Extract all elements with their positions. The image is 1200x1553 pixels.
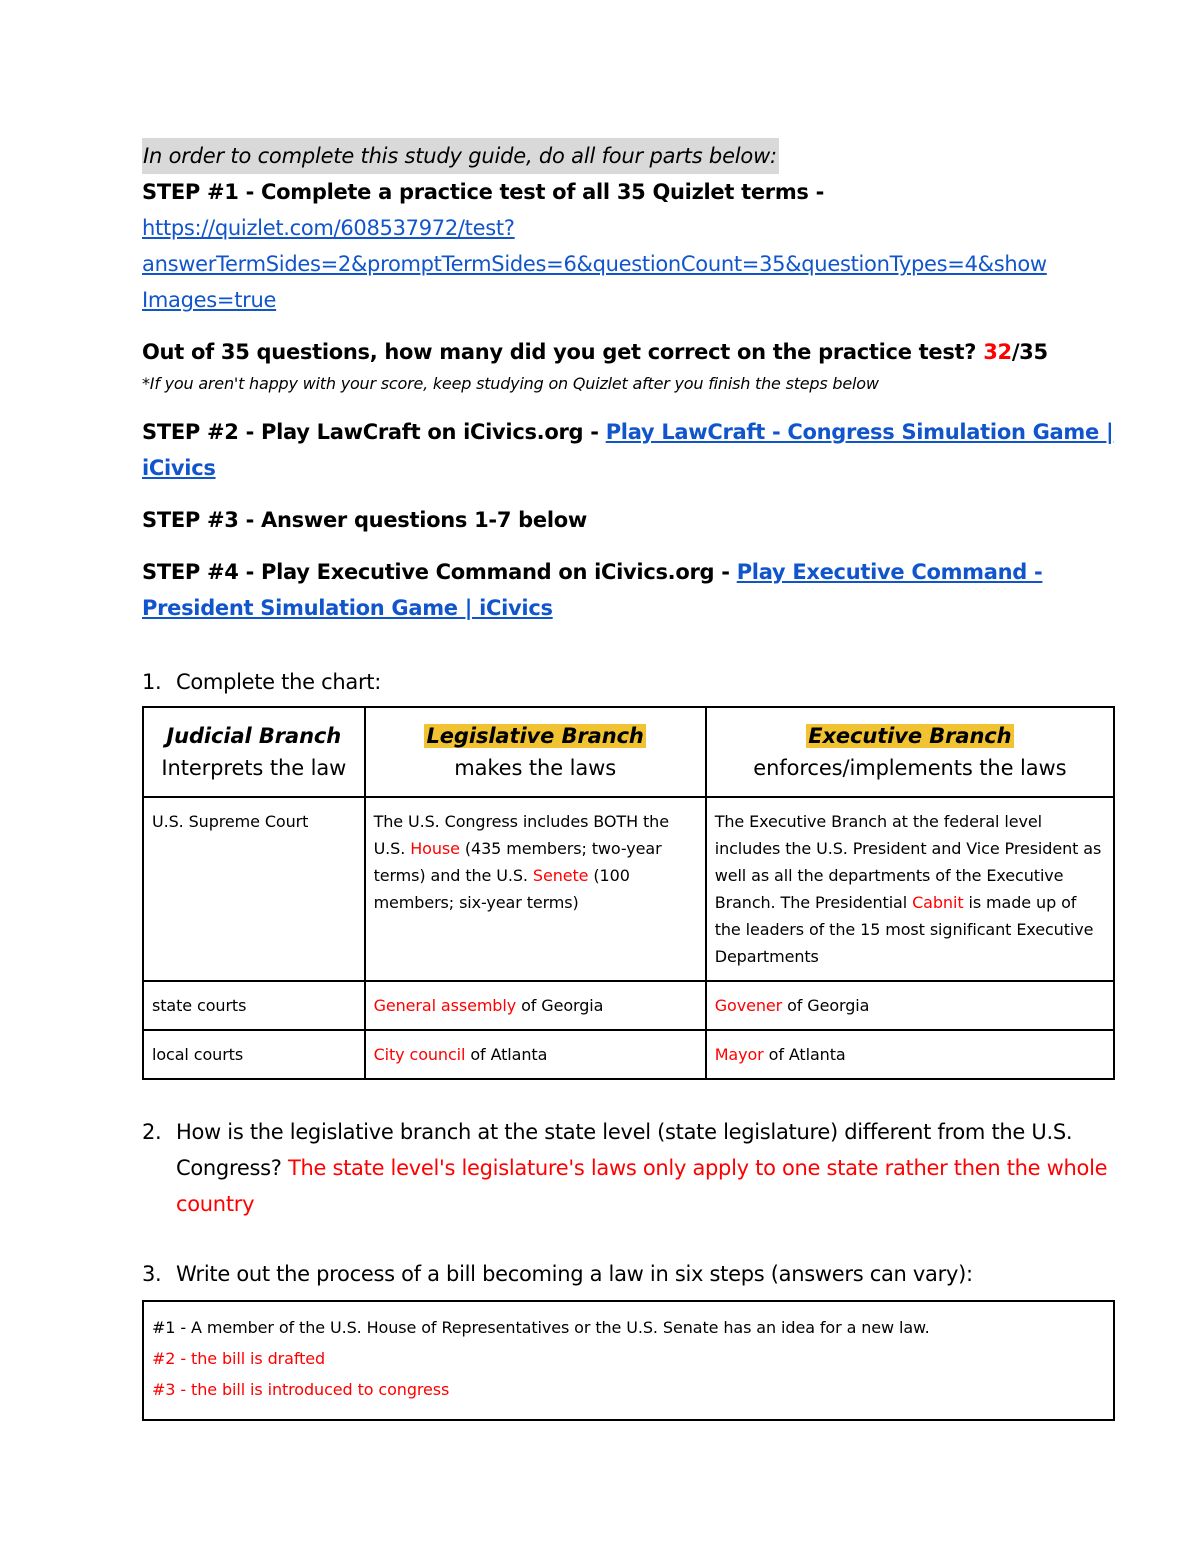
step3-label: STEP #3 - Answer questions 1-7 below (142, 508, 587, 532)
state-executive-cell[interactable]: Govener of Georgia (706, 981, 1114, 1030)
bill-steps-box[interactable] (142, 1300, 1115, 1421)
house-answer: House (410, 839, 460, 858)
federal-judicial-cell: U.S. Supreme Court (143, 797, 365, 981)
cabinet-answer: Cabnit (912, 893, 964, 912)
bill-step-2: #2 - the bill is drafted (152, 1349, 326, 1368)
local-executive-cell[interactable]: Mayor of Atlanta (706, 1030, 1114, 1079)
bill-step-3: #3 - the bill is introduced to congress (152, 1380, 450, 1399)
federal-legislative-cell[interactable]: The U.S. Congress includes BOTH the U.S. House (435 members; two-year terms) and the U.S. Senete (100 members; six-year terms) (365, 797, 706, 981)
step2-label: STEP #2 - Play LawCraft on iCivics.org - Play LawCraft - Congress Simulation Game | iCivics (142, 420, 1114, 480)
step4-label: STEP #4 - Play Executive Command on iCivics.org - Play Executive Command - President Simulation Game | iCivics (142, 560, 1043, 620)
score-question: Out of 35 questions, how many did you get correct on the practice test? 32/35 (142, 340, 1048, 364)
score-total: /35 (1011, 340, 1048, 364)
quizlet-link-line-3[interactable]: Images=true (142, 288, 277, 312)
intro-text: In order to complete this study guide, do all four parts below: (142, 138, 779, 174)
local-legislative-answer: City council (373, 1045, 466, 1064)
chart-header-row (143, 707, 1114, 797)
lawcraft-link[interactable]: Play LawCraft - Congress Simulation Game | (605, 420, 1114, 444)
lawcraft-link-line-2[interactable]: iCivics (142, 456, 216, 480)
executive-header: Executive Branch enforces/implements the laws (706, 707, 1114, 797)
study-guide-page (142, 138, 1117, 1421)
quizlet-link[interactable] (142, 210, 1117, 318)
local-judicial-cell: local courts (143, 1030, 365, 1079)
branches-chart (142, 706, 1115, 1080)
state-judicial-cell: state courts (143, 981, 365, 1030)
step1-label: STEP #1 - Complete a practice test of all 35 Quizlet terms - (142, 180, 825, 204)
quizlet-link-line-1[interactable]: https://quizlet.com/608537972/test? (142, 216, 515, 240)
executive-command-link[interactable]: Play Executive Command - (736, 560, 1043, 584)
score-correct: 32 (983, 340, 1012, 364)
table-row (143, 981, 1114, 1030)
question-3: 3. Write out the process of a bill becoming a law in six steps (answers can vary): (142, 1256, 1117, 1292)
question-2-answer[interactable]: The state level's legislature's laws only apply to one state rather then the whole country (176, 1156, 1108, 1216)
senate-answer: Senete (532, 866, 589, 885)
state-executive-answer: Govener (714, 996, 783, 1015)
state-legislative-cell[interactable]: General assembly of Georgia (365, 981, 706, 1030)
executive-command-link-line-2[interactable]: President Simulation Game | iCivics (142, 596, 553, 620)
federal-executive-cell[interactable]: The Executive Branch at the federal level includes the U.S. President and Vice President as well as all the departments of the Executive Branch. The Presidential Cabnit is made up of the leaders of the 15 most significant Executive Departments (706, 797, 1114, 981)
table-row (143, 1030, 1114, 1079)
legislative-header: Legislative Branch makes the laws (365, 707, 706, 797)
bill-step-1: #1 - A member of the U.S. House of Representatives or the U.S. Senate has an idea for a new law. (152, 1318, 930, 1337)
quizlet-link-line-2[interactable]: answerTermSides=2&promptTermSides=6&questionCount=35&questionTypes=4&show (142, 252, 1047, 276)
question-1: 1. Complete the chart: (142, 670, 381, 694)
question-3-text: Write out the process of a bill becoming a law in six steps (answers can vary): (176, 1262, 973, 1286)
state-legislative-answer: General assembly (373, 996, 517, 1015)
score-note: *If you aren't happy with your score, keep studying on Quizlet after you finish the steps below (142, 374, 879, 393)
question-2-text: How is the legislative branch at the state level (state legislature) different from the U.S. Congress? (176, 1120, 1073, 1180)
local-executive-answer: Mayor (714, 1045, 764, 1064)
judicial-header: Judicial Branch Interprets the law (143, 707, 365, 797)
table-row (143, 797, 1114, 981)
question-2: 2. How is the legislative branch at the state level (state legislature) different from the U.S. Congress? The state level's legislature's laws only apply to one state rather then the whole country (142, 1120, 1108, 1216)
local-legislative-cell[interactable]: City council of Atlanta (365, 1030, 706, 1079)
